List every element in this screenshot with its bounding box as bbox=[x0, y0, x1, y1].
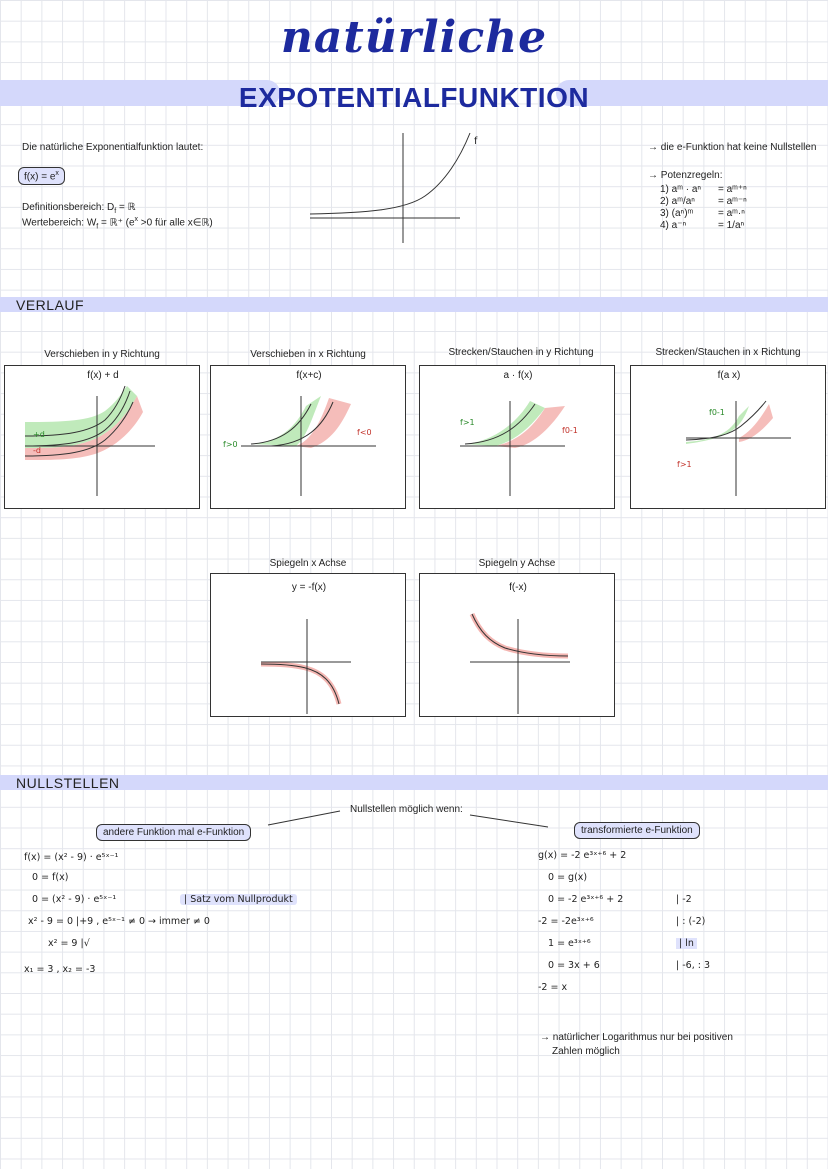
def-sub: f bbox=[114, 208, 117, 215]
red-curve-highlight bbox=[261, 664, 339, 704]
power-rule bbox=[660, 196, 747, 208]
left-line: 0 = f(x) bbox=[32, 872, 69, 883]
right-pill: transformierte e-Funktion bbox=[574, 822, 700, 839]
graph-label: f bbox=[474, 136, 478, 147]
stretch-y-box bbox=[419, 365, 615, 509]
rule-rhs: = aᵐ⁺ⁿ bbox=[718, 184, 747, 195]
box-formula: f(x+c) bbox=[296, 370, 322, 381]
right-line bbox=[538, 850, 710, 872]
box-formula: f(x) + d bbox=[87, 370, 119, 381]
right-line bbox=[538, 982, 710, 1004]
right-eq: 1 = e³ˣ⁺⁶ bbox=[548, 938, 591, 949]
right-eq: 0 = g(x) bbox=[548, 872, 588, 883]
wert-exp: x bbox=[134, 216, 139, 223]
left-line: 0 = (x² - 9) · e⁵ˣ⁻¹ bbox=[32, 894, 117, 905]
rule-rhs: = aᵐ⁻ⁿ bbox=[718, 196, 747, 207]
box-formula: a · f(x) bbox=[503, 370, 533, 381]
left-pill: andere Funktion mal e-Funktion bbox=[96, 824, 251, 841]
arrow-right bbox=[470, 815, 548, 827]
label-plus-d: +d bbox=[33, 430, 45, 439]
wert-text: Wertebereich: W bbox=[22, 217, 97, 229]
left-line: f(x) = (x² - 9) · e⁵ˣ⁻¹ bbox=[24, 852, 119, 863]
box-formula: f(-x) bbox=[509, 582, 527, 593]
caption-mirror-y: Spiegeln y Achse bbox=[478, 558, 556, 569]
box-formula: f(a x) bbox=[717, 370, 741, 381]
caption-mirror-x: Spiegeln x Achse bbox=[269, 558, 347, 569]
left-note: | Satz vom Nullprodukt bbox=[180, 894, 297, 905]
verlauf-title: VERLAUF bbox=[16, 297, 85, 313]
log-note-2: Zahlen möglich bbox=[552, 1046, 620, 1057]
power-rule bbox=[660, 220, 747, 232]
right-derivation bbox=[538, 850, 710, 1004]
nullstellen-title: NULLSTELLEN bbox=[16, 775, 120, 791]
label-f-pos: f>0 bbox=[223, 440, 238, 449]
box-formula: y = -f(x) bbox=[291, 582, 327, 593]
right-eq: 0 = 3x + 6 bbox=[548, 960, 600, 971]
rule-rhs: = 1/aⁿ bbox=[718, 220, 745, 231]
right-line bbox=[538, 894, 710, 916]
center-note: Nullstellen möglich wenn: bbox=[350, 804, 463, 815]
label-f-0-1: f0-1 bbox=[709, 408, 725, 417]
left-line: x² = 9 |√ bbox=[48, 938, 90, 949]
right-line bbox=[538, 916, 710, 938]
left-line: x₁ = 3 , x₂ = -3 bbox=[24, 964, 96, 975]
page-title-script: natürliche bbox=[280, 12, 548, 63]
right-line bbox=[538, 938, 710, 960]
verlauf-band bbox=[0, 297, 828, 312]
shift-x-box bbox=[210, 365, 406, 509]
right-eq: g(x) = -2 e³ˣ⁺⁶ + 2 bbox=[538, 850, 627, 861]
right-op: | -6, : 3 bbox=[676, 960, 710, 971]
arrow-left bbox=[268, 811, 340, 825]
right-line bbox=[538, 872, 710, 894]
right-eq: -2 = -2e³ˣ⁺⁶ bbox=[538, 916, 594, 927]
caption-stretch-x: Strecken/Stauchen in x Richtung bbox=[655, 347, 801, 358]
mirror-x-box bbox=[210, 573, 406, 717]
page-title: EXPOTENTIALFUNKTION bbox=[238, 82, 590, 113]
definition-line bbox=[22, 202, 136, 215]
power-rule bbox=[660, 208, 747, 220]
power-rules bbox=[660, 184, 747, 232]
formula-text: f(x) = e bbox=[24, 171, 56, 183]
no-zero-note: → die e-Funktion hat keine Nullstellen bbox=[648, 142, 817, 153]
caption-shift-y: Verschieben in y Richtung bbox=[44, 349, 160, 360]
rule-lhs: 4) a⁻ⁿ bbox=[660, 220, 687, 231]
rule-rhs: = aᵐ·ⁿ bbox=[718, 208, 745, 219]
caption-stretch-y: Strecken/Stauchen in y Richtung bbox=[448, 347, 594, 358]
right-eq: 0 = -2 e³ˣ⁺⁶ + 2 bbox=[548, 894, 624, 905]
formula-exp: x bbox=[55, 170, 59, 177]
power-rule bbox=[660, 184, 747, 196]
mirror-x-graph bbox=[211, 574, 407, 718]
caption-shift-x: Verschieben in x Richtung bbox=[250, 349, 366, 360]
right-op: | ln bbox=[676, 938, 697, 949]
right-eq: -2 = x bbox=[538, 982, 568, 993]
rule-lhs: 2) aᵐ/aⁿ bbox=[660, 196, 695, 207]
def-rest: = ℝ bbox=[116, 202, 136, 213]
label-f-neg: f<0 bbox=[357, 428, 372, 437]
nullstellen-band bbox=[0, 775, 828, 790]
formula-pill bbox=[18, 167, 65, 185]
shift-y-box bbox=[4, 365, 200, 509]
def-text: Definitionsbereich: D bbox=[22, 202, 115, 213]
mirror-y-graph bbox=[420, 574, 616, 718]
label-f-0-1: f0-1 bbox=[562, 426, 578, 435]
right-op: | : (-2) bbox=[676, 916, 706, 927]
exp-graph bbox=[305, 128, 465, 248]
wert-end: >0 für alle x∈ℝ) bbox=[138, 217, 213, 229]
wert-rest: = ℝ⁺ (e bbox=[98, 217, 135, 229]
shift-x-graph bbox=[211, 366, 407, 510]
label-minus-d: -d bbox=[33, 446, 41, 455]
right-line bbox=[538, 960, 710, 982]
mirror-y-box bbox=[419, 573, 615, 717]
label-f-gt-1: f>1 bbox=[460, 418, 475, 427]
label-f-gt-1: f>1 bbox=[677, 460, 692, 469]
wert-sub: f bbox=[96, 223, 99, 231]
log-note-1: → natürlicher Logarithmus nur bei positiven bbox=[540, 1032, 733, 1043]
intro-line: Die natürliche Exponentialfunktion lautet: bbox=[22, 142, 204, 153]
left-line: x² - 9 = 0 |+9 , e⁵ˣ⁻¹ ≠ 0 → immer ≠ 0 bbox=[28, 916, 210, 927]
rule-lhs: 1) aᵐ · aⁿ bbox=[660, 184, 702, 195]
rule-lhs: 3) (aⁿ)ᵐ bbox=[660, 208, 694, 219]
right-op: | -2 bbox=[676, 894, 692, 905]
exp-curve bbox=[310, 133, 470, 214]
wertebereich-line bbox=[22, 216, 213, 230]
stretch-x-box bbox=[630, 365, 826, 509]
stretch-x-graph bbox=[631, 366, 827, 510]
stretch-y-graph bbox=[420, 366, 616, 510]
power-title: → Potenzregeln: bbox=[648, 170, 723, 181]
